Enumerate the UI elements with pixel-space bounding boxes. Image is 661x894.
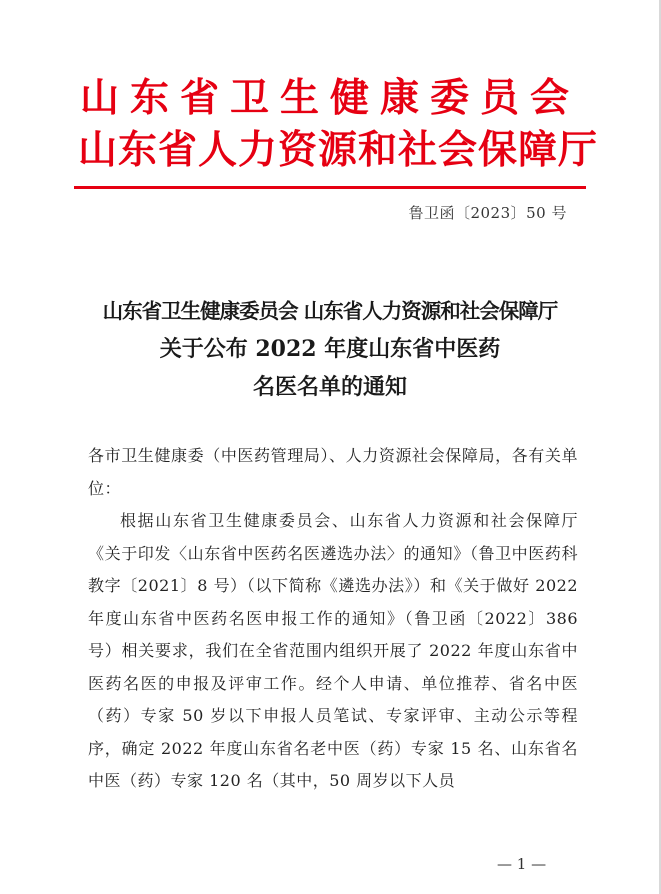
title-line-3: 名医名单的通知 bbox=[252, 374, 407, 400]
salutation: 各市卫生健康委（中医药管理局）、人力资源社会保障局，各有关单位： bbox=[88, 446, 578, 498]
red-separator-line bbox=[74, 186, 586, 189]
document-number: 鲁卫函〔2023〕50 号 bbox=[408, 204, 567, 222]
issuing-org-1: 山东省卫生健康委员会 bbox=[79, 75, 580, 121]
issuing-authority-header bbox=[78, 72, 599, 176]
document-title bbox=[70, 292, 590, 406]
body-paragraph: 根据山东省卫生健康委员会、山东省人力资源和社会保障厅《关于印发〈山东省中医药名医遴选办法〉的通知》（鲁卫中医药科教字〔2021〕8 号）（以下简称《遴选办法》）和《关于做好 2022 年度山东省中医药名医申报工作的通知》（鲁卫函〔2022〕386 号）相关要求，我们在全省范围内组织开展了 2022 年度山东省中医药名医的申报及评审工作。经个人申请、单位推荐、省名中医（药）专家 50 岁以下申报人员笔试、专家评审、主动公示等程序，确定 2022 年度山东省名老中医（药）专家 15 名、山东省名中医（药）专家 120 名（其中，50 周岁以下人员 bbox=[88, 511, 578, 790]
title-line-1: 山东省卫生健康委员会 山东省人力资源和社会保障厅 bbox=[102, 299, 558, 323]
document-body bbox=[88, 440, 578, 798]
title-line-2: 关于公布 2022 年度山东省中医药 bbox=[159, 336, 501, 362]
page-number: — 1 — bbox=[497, 855, 547, 873]
issuing-org-2: 山东省人力资源和社会保障厅 bbox=[78, 127, 599, 173]
